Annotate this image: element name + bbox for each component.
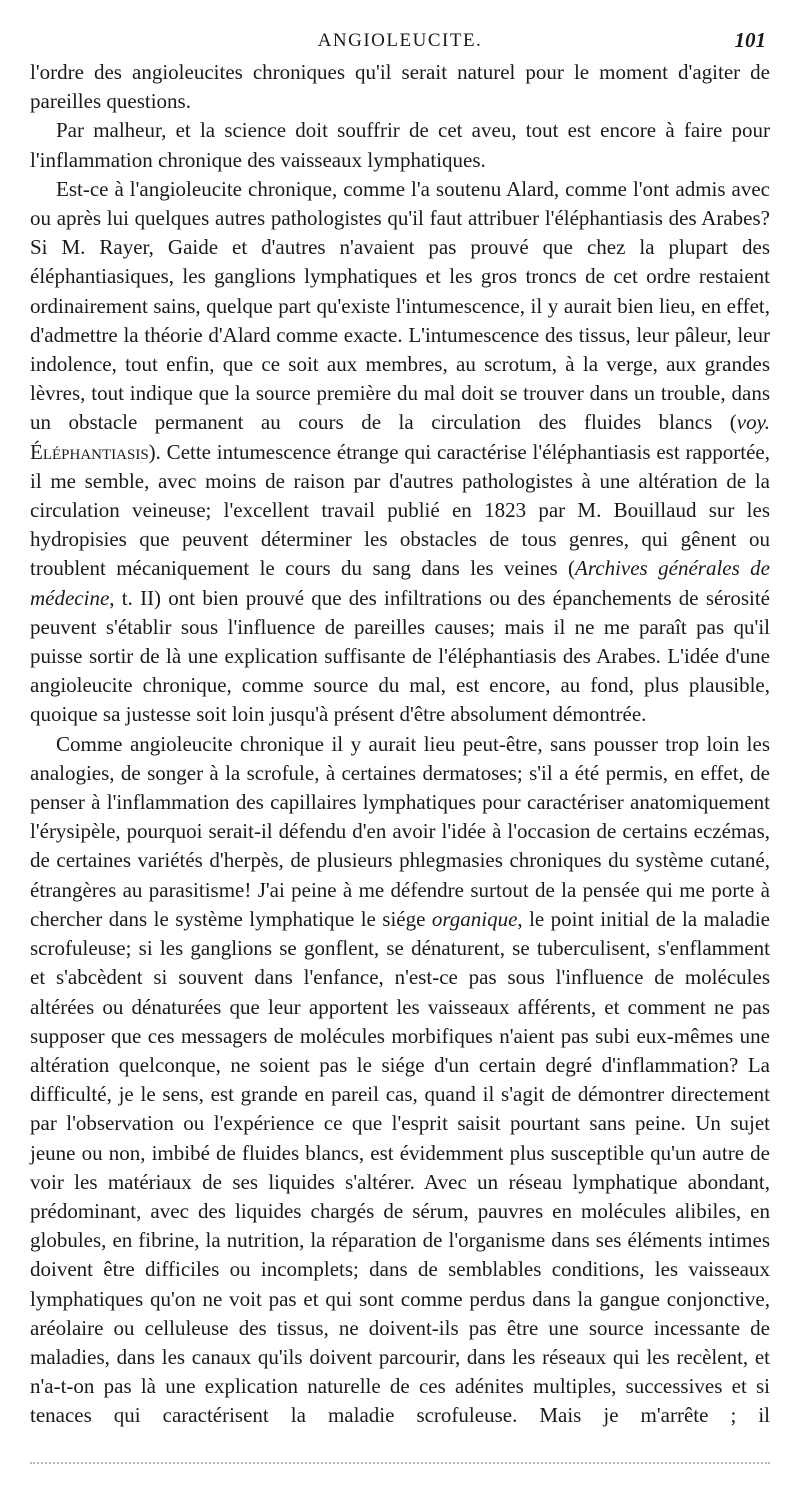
italic-reference: voy. (736, 410, 770, 435)
body-text (30, 58, 770, 1431)
paragraph (30, 730, 770, 1431)
italic-term: organique (431, 906, 518, 931)
paragraph-text: Est-ce à l'angioleucite chronique, comme l'a soutenu Alard, comme l'ont admis avec ou après lui quelques autres pathologistes qu'il faut attribuer l'éléphantiasis des Arabes? Si M. Rayer, Gaide et d'autres n'avaient pas prouvé que chez la plupart des éléphantiasiques, les ganglions lymphatiques et les gros troncs de cet ordre restaient ordinairement sains, quelque part qu'existe l'intumescence, il y aurait bien lieu, en effet, d'admettre la théorie d'Alard comme exacte. L'intumescence des tissus, leur pâleur, leur indolence, tout enfin, que ce soit aux membres, au scrotum, à la verge, aux grandes lèvres, tout indique que la source première du mal doit se trouver dans un trouble, dans un obstacle permanent au cours de la circulation des fluides blancs ( (30, 176, 770, 435)
document-page (30, 22, 770, 1431)
running-head (30, 22, 770, 58)
running-title: ANGIOLEUCITE. (317, 30, 483, 51)
paragraph-text: , t. II) ont bien prouvé que des infiltrations ou des épanchements de sérosité peuvent s'établir sous l'influence de pareilles causes; mais il ne me paraît pas qu'il puisse sortir de là une explication suffisante de l'éléphantiasis des Arabes. L'idée d'une angioleucite chronique, comme source du mal, est encore, au fond, plus plausible, quoique sa justesse soit loin jusqu'à présent d'être absolument démontrée. (30, 585, 770, 727)
paragraph-text: ). Cette intumescence étrange qui caractérise l'éléphantiasis est rapportée, il me semble, avec moins de raison par d'autres pathologistes à une altération de la circulation veineuse; l'excellent travail publié en 1823 par M. Bouillaud sur les hydropisies que peuvent déterminer les obstacles de tous genres, qui gênent ou troublent mécaniquement le cours du sang dans les veines ( (30, 439, 770, 581)
paragraph (30, 175, 770, 730)
paragraph-text: Par malheur, et la science doit souffrir de cet aveu, tout est encore à faire pour l'inflammation chronique des vaisseaux lymphatiques. (30, 118, 770, 172)
footer-rule (30, 1462, 770, 1464)
paragraph-text: , le point initial de la maladie scrofuleuse; si les ganglions se gonflent, se dénaturent, se tuberculisent, s'enflamment et s'abcèdent si souvent dans l'enfance, n'est-ce pas sous l'influence de molécules altérées ou dénaturées que leur apportent les vaisseaux afférents, et comment ne pas supposer que ces messagers de molécules morbifiques n'aient pas subi eux-mêmes une altération quelconque, ne soient pas le siége d'un certain degré d'inflammation? La difficulté, je le sens, est grande en pareil cas, quand il s'agit de démontrer directement par l'observation ou l'expérience ce que l'esprit saisit pourtant sans peine. Un sujet jeune ou non, imbibé de fluides blancs, est évidemment plus susceptible qu'un autre de voir les matériaux de ses liquides s'altérer. Avec un réseau lymphatique abondant, prédominant, avec des liquides chargés de sérum, pauvres en molécules alibiles, en globules, en fibrine, la nutrition, la réparation de l'organisme dans ses éléments intimes doivent être difficiles ou incomplets; dans de semblables conditions, les vaisseaux lymphatiques qu'on ne voit pas et qui sont comme perdus dans la gangue conjonctive, aréolaire ou celluleuse des tissus, ne doivent-ils pas être une source incessante de maladies, dans les canaux qu'ils doivent parcourir, dans les réseaux qui les recèlent, et n'a-t-on pas là une explication naturelle de ces adénites multiples, successives et si tenaces qui caractérisent la maladie scrofuleuse. Mais je m'arrête ; il (30, 906, 770, 1428)
paragraph-text: Comme angioleucite chronique il y aurait lieu peut-être, sans pousser trop loin les analogies, de songer à la scrofule, à certaines dermatoses; s'il a été permis, en effet, de penser à l'inflammation des capillaires lymphatiques pour caractériser anatomiquement l'érysipèle, pourquoi serait-il défendu d'en avoir l'idée à l'occasion de certains eczémas, de certaines variétés d'herpès, de plusieurs phlegmasies chroniques du système cutané, étrangères au parasitisme! J'ai peine à me défendre surtout de la pensée qui me porte à chercher dans le système lymphatique le siége (30, 731, 770, 931)
paragraph (30, 116, 770, 174)
italic-journal-title: Archives générales de médecine (30, 556, 770, 610)
paragraph-continuation (30, 58, 770, 116)
paragraph-text: l'ordre des angioleucites chroniques qu'il serait naturel pour le moment d'agiter de pareilles questions. (30, 60, 770, 114)
page-number: 101 (734, 28, 766, 52)
small-caps-reference: Éléphantiasis (30, 439, 149, 464)
